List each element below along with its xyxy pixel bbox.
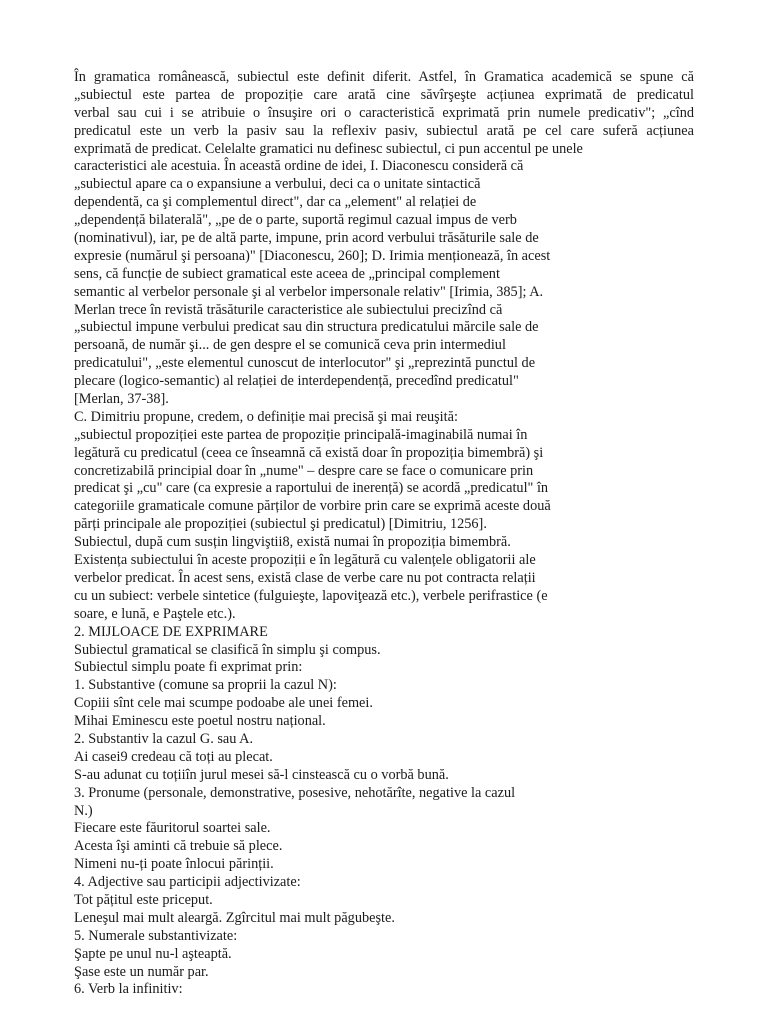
- text-line: predicatului", „este elementul cunoscut de interlocutor" şi „reprezintă punctul de: [74, 355, 536, 372]
- text-line: 2. MIJLOACE DE EXPRIMARE: [74, 623, 268, 640]
- text-line: Fiecare este făuritorul soartei sale.: [74, 820, 271, 837]
- text-line: „subiectul apare ca o expansiune a verbului, deci ca o unitate sintactică: [74, 176, 481, 193]
- text-line: 1. Substantive (comune sa proprii la cazul N):: [74, 677, 337, 694]
- text-line: „dependență bilaterală", „pe de o parte, suportă regimul cazual impus de verb: [74, 212, 517, 229]
- text-line: Şase este un număr par.: [74, 963, 209, 980]
- text-line: cu un subiect: verbele sintetice (fulguieşte, lapoviţează etc.), verbele perifrastice (e: [74, 587, 548, 604]
- text-line: [Merlan, 37-38].: [74, 391, 169, 408]
- text-line: Nimeni nu-ți poate înlocui părinții.: [74, 856, 274, 873]
- text-line: Subiectul gramatical se clasifică în simplu şi compus.: [74, 641, 381, 658]
- text-line: N.): [74, 802, 93, 819]
- text-line: 6. Verb la infinitiv:: [74, 981, 183, 998]
- document-body: [74, 69, 694, 999]
- text-line: dependentă, ca şi complementul direct", dar ca „element" al relației de: [74, 194, 477, 211]
- text-line: verbal sau cui i se atribuie o însuşire ori o caracteristică exprimată prin numele predicativ"; „cînd: [74, 104, 694, 121]
- text-line: Copiii sînt cele mai scumpe podoabe ale unei femei.: [74, 695, 373, 712]
- text-line: Merlan trece în revistă trăsăturile caracteristice ale subiectului precizînd că: [74, 301, 503, 318]
- text-line: părți principale ale propoziției (subiectul şi predicatul) [Dimitriu, 1256].: [74, 516, 487, 533]
- text-line: Tot pățitul este priceput.: [74, 891, 213, 908]
- text-line: Subiectul, după cum susțin lingviştii8, există numai în propoziția bimembră.: [74, 534, 511, 551]
- text-line: 5. Numerale substantivizate:: [74, 927, 238, 944]
- text-line: S-au adunat cu toțiiîn jurul mesei să-l cinstească cu o vorbă bună.: [74, 766, 449, 783]
- text-line: „subiectul este partea de propoziție care arată cine săvîrşeşte acțiunea exprimată de predicatul: [74, 86, 694, 103]
- text-line: semantic al verbelor personale şi al verbelor impersonale relativ" [Irimia, 385]; A.: [74, 283, 544, 300]
- text-line: Mihai Eminescu este poetul nostru național.: [74, 713, 326, 730]
- text-line: exprimată de predicat. Celelalte gramatici nu definesc subiectul, ci pun accentul pe unele: [74, 140, 583, 157]
- text-line: Existența subiectului în aceste propoziții e în legătură cu valențele obligatorii ale: [74, 552, 536, 569]
- text-line: 3. Pronume (personale, demonstrative, posesive, nehotărîte, negative la cazul: [74, 784, 516, 801]
- text-line: „subiectul propoziției este partea de propoziție principală-imaginabilă numai în: [74, 426, 528, 443]
- text-line: Leneşul mai mult aleargă. Zgîrcitul mai mult păgubeşte.: [74, 909, 395, 926]
- text-line: C. Dimitriu propune, credem, o definiție mai precisă şi mai reuşită:: [74, 408, 458, 425]
- text-line: expresie (numărul şi persoana)" [Diaconescu, 260]; D. Irimia menționează, în acest: [74, 247, 551, 264]
- text-line: Ai casei9 credeau că toți au plecat.: [74, 748, 273, 765]
- text-line: În gramatica românească, subiectul este definit diferit. Astfel, în Gramatica academică se spune că: [74, 69, 694, 85]
- text-line: 4. Adjective sau participii adjectivizate:: [74, 874, 301, 891]
- text-line: 2. Substantiv la cazul G. sau A.: [74, 730, 254, 747]
- text-line: caracteristici ale acestuia. În această ordine de idei, I. Diaconescu consideră că: [74, 158, 524, 175]
- text-line: predicatul este un verb la pasiv sau la reflexiv pasiv, subiectul arată pe cel care suferă acțiunea: [74, 122, 694, 139]
- text-line: Şapte pe unul nu-l aşteaptă.: [74, 945, 232, 962]
- text-line: concretizabilă principial doar în „nume" – despre care se face o comunicare prin: [74, 462, 534, 479]
- text-line: predicat şi „cu" care (ca expresie a raportului de inerență) se acordă „predicatul" în: [74, 480, 549, 497]
- text-line: legătură cu predicatul (ceea ce înseamnă că există doar în propoziția bimembră) şi: [74, 444, 544, 461]
- text-line: sens, că funcție de subiect gramatical este aceea de „principal complement: [74, 265, 500, 282]
- text-line: persoană, de număr şi... de gen despre el se comunică ceva prin intermediul: [74, 337, 506, 354]
- text-line: Acesta îşi aminti că trebuie să plece.: [74, 838, 283, 855]
- text-line: Subiectul simplu poate fi exprimat prin:: [74, 659, 303, 676]
- text-line: plecare (logico-semantic) al relației de interdependență, precedînd predicatul": [74, 373, 519, 390]
- text-line: (nominativul), iar, pe de altă parte, impune, prin acord verbului trăsăturile sale de: [74, 230, 539, 247]
- text-line: categoriile gramaticale comune părților de vorbire prin care se exprimă aceste două: [74, 498, 551, 515]
- text-line: verbelor predicat. În acest sens, există clase de verbe care nu pot contracta relații: [74, 569, 536, 586]
- text-line: soare, e lună, e Paştele etc.).: [74, 605, 236, 622]
- text-line: „subiectul impune verbului predicat sau din structura predicatului mărcile sale de: [74, 319, 539, 336]
